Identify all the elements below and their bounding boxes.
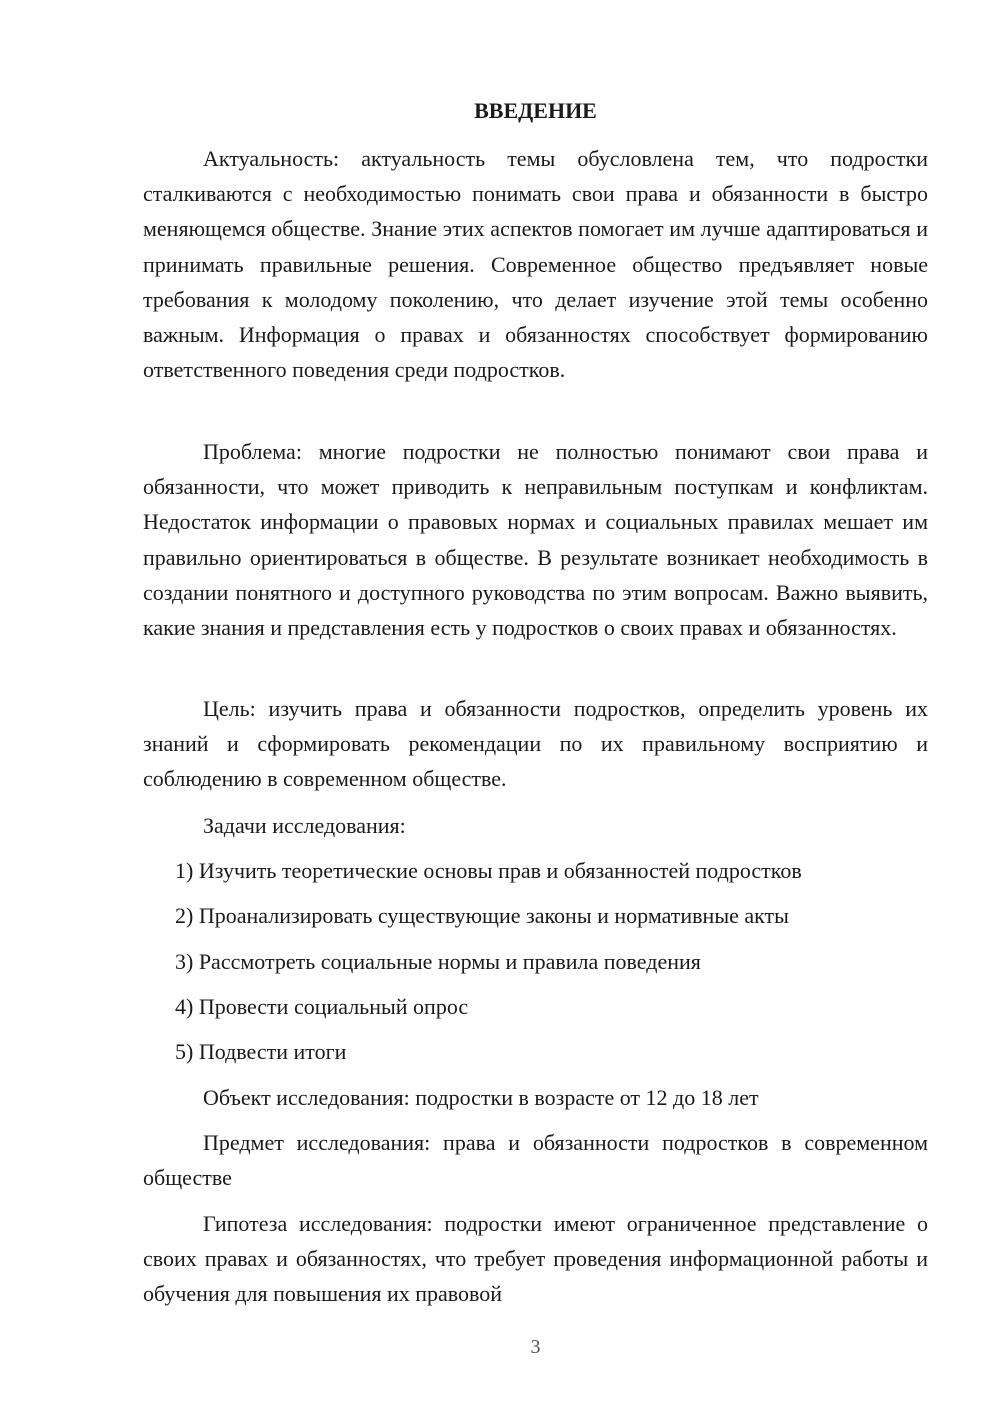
section-title: ВВЕДЕНИЕ <box>474 98 597 123</box>
document-page <box>143 0 928 1414</box>
hypothesis-paragraph: Гипотеза исследования: подростки имеют ограниченное представление о своих правах и обязанностях, что требует проведения информационной работы и обучения для повышения их правовой <box>143 1211 928 1307</box>
page-number: 3 <box>530 1336 541 1358</box>
task-item: 2) Проанализировать существующие законы и нормативные акты <box>175 903 789 928</box>
task-item: 3) Рассмотреть социальные нормы и правила поведения <box>175 949 701 974</box>
tasks-heading: Задачи исследования: <box>203 813 406 838</box>
task-item: 4) Провести социальный опрос <box>175 994 469 1019</box>
goal-paragraph: Цель: изучить права и обязанности подростков, определить уровень их знаний и сформировать рекомендации по их правильному восприятию и соблюдению в современном обществе. <box>143 696 928 792</box>
problem-paragraph: Проблема: многие подростки не полностью понимают свои права и обязанности, что может приводить к неправильным поступкам и конфликтам. Недостаток информации о правовых нормах и социальных правилах мешает им правильно ориентироваться в обществе. В результате возникает необходимость в создании понятного и доступного руководства по этим вопросам. Важно выявить, какие знания и представления есть у подростков о своих правах и обязанностях. <box>143 439 928 641</box>
relevance-paragraph: Актуальность: актуальность темы обусловлена тем, что подростки сталкиваются с необходимостью понимать свои права и обязанности в быстро меняющемся обществе. Знание этих аспектов помогает им лучше адаптироваться и принимать правильные решения. Современное общество предъявляет новые требования к молодому поколению, что делает изучение этой темы особенно важным. Информация о правах и обязанностях способствует формированию ответственного поведения среди подростков. <box>143 146 928 383</box>
subject-paragraph: Предмет исследования: права и обязанности подростков в современном обществе <box>143 1130 928 1191</box>
object-line: Объект исследования: подростки в возрасте от 12 до 18 лет <box>203 1085 759 1110</box>
task-item: 5) Подвести итоги <box>175 1039 347 1064</box>
task-item: 1) Изучить теоретические основы прав и обязанностей подростков <box>175 858 802 883</box>
